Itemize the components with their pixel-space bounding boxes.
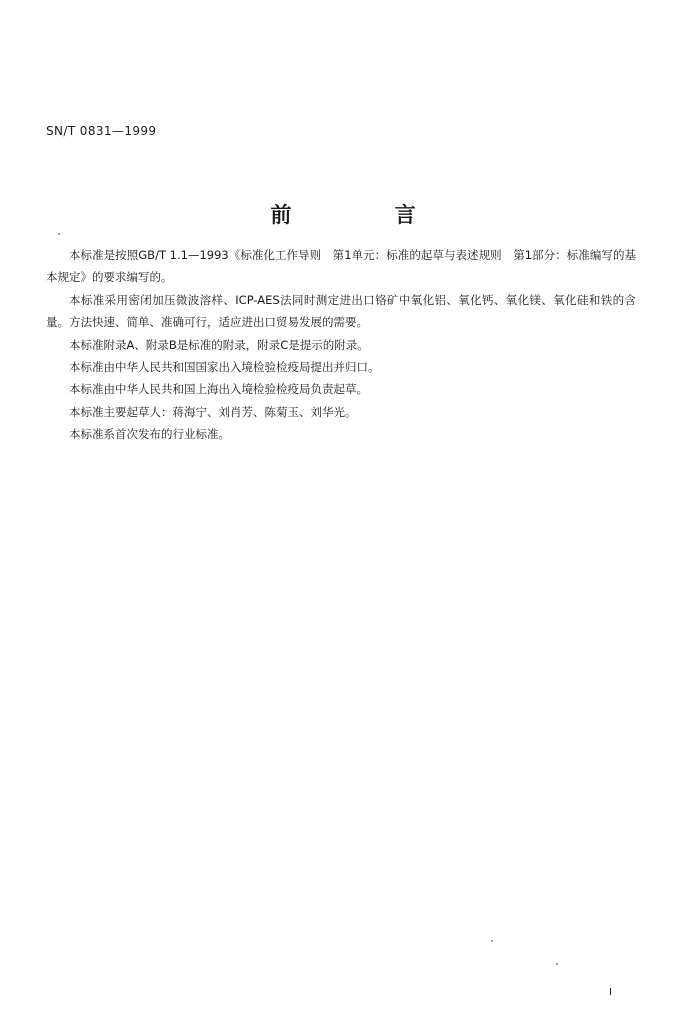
- foreword-paragraph: 本标准主要起草人：蒋海宁、刘肖芳、陈菊玉、刘华光。: [69, 404, 357, 419]
- scan-speck: [58, 233, 60, 235]
- standard-code: SN/T 0831—1999: [46, 124, 157, 138]
- foreword-paragraph: 本标准由中华人民共和国国家出入境检验检疫局提出并归口。: [69, 360, 380, 375]
- foreword-body: [46, 244, 636, 446]
- scan-speck: [491, 940, 493, 942]
- foreword-paragraph: 本标准是按照GB/T 1.1—1993《标准化工作导则 第1单元：标准的起草与表述规则 第1部分：标准编写的基本规定》的要求编写的。: [46, 248, 636, 285]
- foreword-paragraph: 本标准系首次发布的行业标准。: [69, 427, 230, 442]
- foreword-paragraph: 本标准附录A、附录B是标准的附录，附录C是提示的附录。: [69, 337, 369, 352]
- foreword-paragraph: 本标准由中华人民共和国上海出入境检验检疫局负责起草。: [69, 382, 368, 397]
- page-number: I: [609, 987, 612, 998]
- page-title: 前 言: [270, 202, 464, 227]
- foreword-paragraph: 本标准采用密闭加压微波溶样、ICP-AES法同时测定进出口铬矿中氧化铝、氧化钙、氧化镁、氧化硅和铁的含量。方法快速、简单、准确可行，适应进出口贸易发展的需要。: [46, 292, 636, 330]
- scan-speck: [556, 963, 558, 965]
